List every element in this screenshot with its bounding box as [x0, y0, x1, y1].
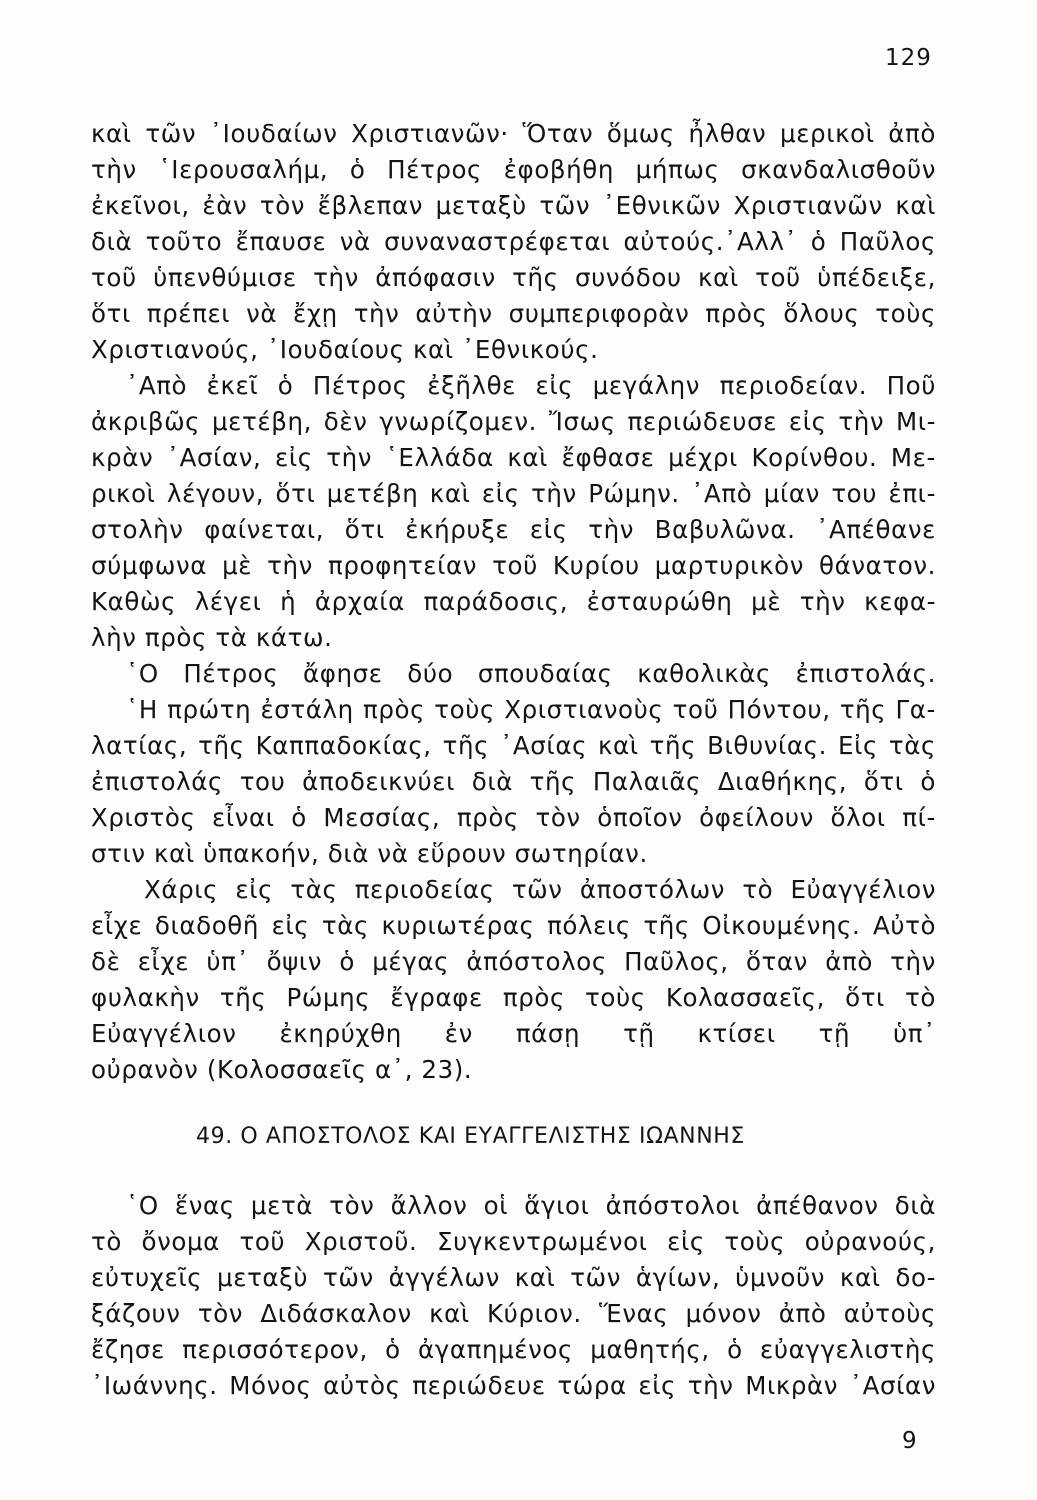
text-line: Χριστιανούς, ᾽Ιουδαίους καὶ ᾽Εθνικούς.	[91, 335, 599, 364]
text-line: ὅτι πρέπει νὰ ἔχῃ τὴν αὐτὴν συμπεριφορὰν πρὸς ὅλους τοὺς	[91, 299, 936, 328]
text-line: καὶ τῶν ᾽Ιουδαίων Χριστιανῶν· Ὅταν ὅμως ἦλθαν μερικοὶ ἀπὸ	[91, 119, 936, 148]
page-number: 129	[885, 45, 932, 71]
text-line: ᾽Απὸ ἐκεῖ ὁ Πέτρος ἐξῆλθε εἰς μεγάλην περιοδείαν. Ποῦ	[126, 371, 937, 400]
text-line: τοῦ ὑπενθύμισε τὴν ἀπόφασιν τῆς συνόδου καὶ τοῦ ὑπέδειξε,	[91, 263, 936, 292]
text-line: στιν καὶ ὑπακοήν, διὰ νὰ εὕρουν σωτηρίαν.	[91, 839, 648, 868]
text-line: φυλακὴν τῆς Ρώμης ἔγραφε πρὸς τοὺς Κολασσαεῖς, ὅτι τὸ	[91, 983, 936, 1012]
text-line: Χάρις εἰς τὰς περιοδείας τῶν ἀποστόλων τὸ Εὐαγγέλιον	[144, 875, 937, 904]
text-line: Καθὼς λέγει ἡ ἀρχαία παράδοσις, ἐσταυρώθη μὲ τὴν κεφα-	[91, 587, 937, 616]
signature-mark: 9	[902, 1428, 917, 1454]
text-line: Χριστὸς εἶναι ὁ Μεσσίας, πρὸς τὸν ὁποῖον ὀφείλουν ὅλοι πί-	[91, 803, 936, 832]
text-line: ξάζουν τὸν Διδάσκαλον καὶ Κύριον. Ἕνας μόνον ἀπὸ αὐτοὺς	[91, 1299, 936, 1328]
text-line: κρὰν ᾽Ασίαν, εἰς τὴν ῾Ελλάδα καὶ ἔφθασε μέχρι Κορίνθου. Με-	[91, 443, 936, 472]
text-line: ἔζησε περισσότερον, ὁ ἀγαπημένος μαθητής, ὁ εὐαγγελιστὴς	[91, 1335, 936, 1364]
text-line: ἀκριβῶς μετέβη, δὲν γνωρίζομεν. Ἴσως περιώδευσε εἰς τὴν Μι-	[91, 407, 937, 436]
text-line: λὴν πρὸς τὰ κάτω.	[91, 623, 333, 652]
text-line: λατίας, τῆς Καππαδοκίας, τῆς ᾽Ασίας καὶ τῆς Βιθυνίας. Εἰς τὰς	[91, 731, 937, 760]
text-line: οὐρανὸν (Κολοσσαεῖς α᾽, 23).	[91, 1055, 473, 1084]
text-line: δὲ εἶχε ὑπ᾽ ὄψιν ὁ μέγας ἀπόστολος Παῦλος, ὅταν ἀπὸ τὴν	[91, 947, 936, 976]
text-line: ῾Ο ἕνας μετὰ τὸν ἄλλον οἱ ἅγιοι ἀπόστολοι ἀπέθανον διὰ	[126, 1191, 936, 1220]
text-line: σύμφωνα μὲ τὴν προφητείαν τοῦ Κυρίου μαρτυρικὸν θάνατον.	[91, 551, 937, 580]
text-line: διὰ τοῦτο ἔπαυσε νὰ συναναστρέφεται αὐτούς.᾽Αλλ᾽ ὁ Παῦλος	[91, 227, 936, 256]
text-line: εἶχε διαδοθῆ εἰς τὰς κυριωτέρας πόλεις τῆς Οἰκουμένης. Αὐτὸ	[91, 911, 937, 940]
text-line: ᾽Ιωάννης. Μόνος αὐτὸς περιώδευε τώρα εἰς τὴν Μικρὰν ᾽Ασίαν	[91, 1371, 937, 1400]
section-heading: 49. Ο ΑΠΟΣΤΟΛΟΣ ΚΑΙ ΕΥΑΓΓΕΛΙΣΤΗΣ ΙΩΑΝΝΗΣ	[196, 1124, 745, 1149]
text-line: ῾Η πρώτη ἐστάλη πρὸς τοὺς Χριστιανοὺς τοῦ Πόντου, τῆς Γα-	[126, 695, 936, 724]
text-line: Εὐαγγέλιον ἐκηρύχθη ἐν πάσῃ τῇ κτίσει τῇ ὑπ᾽	[91, 1019, 936, 1048]
text-line: ἐκεῖνοι, ἐὰν τὸν ἔβλεπαν μεταξὺ τῶν ᾽Εθνικῶν Χριστιανῶν καὶ	[91, 191, 937, 220]
text-line: τὴν ῾Ιερουσαλήμ, ὁ Πέτρος ἐφοβήθη μήπως σκανδαλισθοῦν	[91, 155, 937, 184]
text-line: ἐπιστολάς του ἀποδεικνύει διὰ τῆς Παλαιᾶς Διαθήκης, ὅτι ὁ	[91, 767, 936, 796]
text-line: τὸ ὄνομα τοῦ Χριστοῦ. Συγκεντρωμένοι εἰς τοὺς οὐρανούς,	[91, 1227, 936, 1256]
text-line: ῾Ο Πέτρος ἄφησε δύο σπουδαίας καθολικὰς ἐπιστολάς.	[126, 659, 937, 688]
text-line: εὐτυχεῖς μεταξὺ τῶν ἀγγέλων καὶ τῶν ἁγίων, ὑμνοῦν καὶ δο-	[91, 1263, 937, 1292]
text-line: ρικοὶ λέγουν, ὅτι μετέβη καὶ εἰς τὴν Ρώμην. ᾽Απὸ μίαν του ἐπι-	[91, 479, 937, 508]
text-line: στολὴν φαίνεται, ὅτι ἐκήρυξε εἰς τὴν Βαβυλῶνα. ᾽Απέθανε	[91, 515, 936, 544]
